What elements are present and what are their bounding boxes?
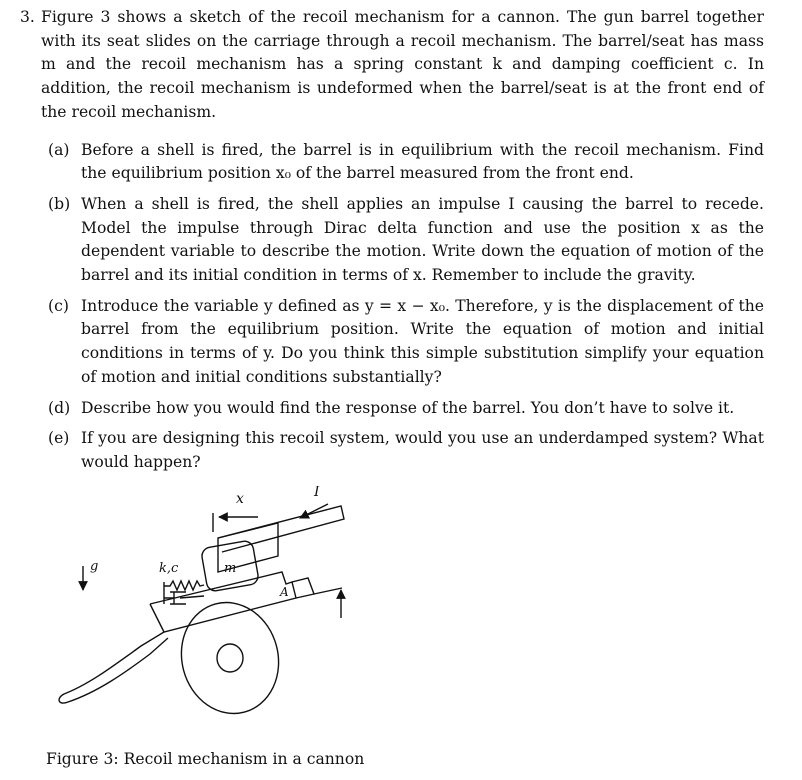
impulse-label: I <box>314 486 320 500</box>
part-label: (b) <box>48 194 71 213</box>
spring-damper-label: k,c <box>159 561 179 576</box>
part-a <box>48 139 764 186</box>
cannon-figure <box>46 486 366 756</box>
problem-3 <box>20 6 764 482</box>
wheel <box>169 591 291 724</box>
part-c <box>48 295 764 390</box>
problem-number: 3. <box>20 8 35 26</box>
point-a-label: A <box>280 585 289 599</box>
mass-label: m <box>224 561 237 576</box>
part-e <box>48 427 764 474</box>
wheel-hub <box>217 644 243 672</box>
spring <box>164 581 204 590</box>
part-text: When a shell is fired, the shell applies an impulse I causing the barrel to recede. Model the impulse through Dirac delta function and use the position x as the dependent variable to describe the motion. Write down the equation of motion of the barrel and its initial condition in terms of x. Remember to include the gravity. <box>81 194 764 285</box>
part-text: Describe how you would find the response of the barrel. You don’t have to solve it. <box>81 398 735 417</box>
figure-caption: Figure 3: Recoil mechanism in a cannon <box>46 750 365 768</box>
x-label: x <box>236 491 244 507</box>
part-label: (a) <box>48 140 70 159</box>
part-text: Introduce the variable y defined as y = x − x₀. Therefore, y is the displacement of the barrel from the equilibrium position. Write the equation of motion and initial conditions in terms of y. Do you think this simple substitution simplify your equation of motion and initial conditions substantially? <box>81 296 764 386</box>
problem-parts <box>48 139 764 475</box>
carriage-trail <box>59 632 168 703</box>
part-label: (e) <box>48 429 70 448</box>
part-text: If you are designing this recoil system, would you use an underdamped system? What would happen? <box>81 429 764 471</box>
part-text: Before a shell is fired, the barrel is in equilibrium with the recoil mechanism. Find the equilibrium position x₀ of the barrel measured from the front end. <box>81 140 764 183</box>
part-label: (c) <box>48 296 69 315</box>
barrel <box>218 506 344 552</box>
gravity-label: g <box>90 559 99 574</box>
problem-intro: Figure 3 shows a sketch of the recoil mechanism for a cannon. The gun barrel together with its seat slides on the carriage through a recoil mechanism. The barrel/seat has mass m and the recoil mechanism has a spring constant k and damping coefficient c. In addition, the recoil mechanism is undeformed when the barrel/seat is at the front end of the recoil mechanism. <box>41 8 764 121</box>
part-b <box>48 193 764 288</box>
damper <box>164 592 204 604</box>
part-d <box>48 397 764 421</box>
support-ledge <box>314 588 342 594</box>
cannon-diagram <box>46 486 366 756</box>
part-label: (d) <box>48 398 71 417</box>
